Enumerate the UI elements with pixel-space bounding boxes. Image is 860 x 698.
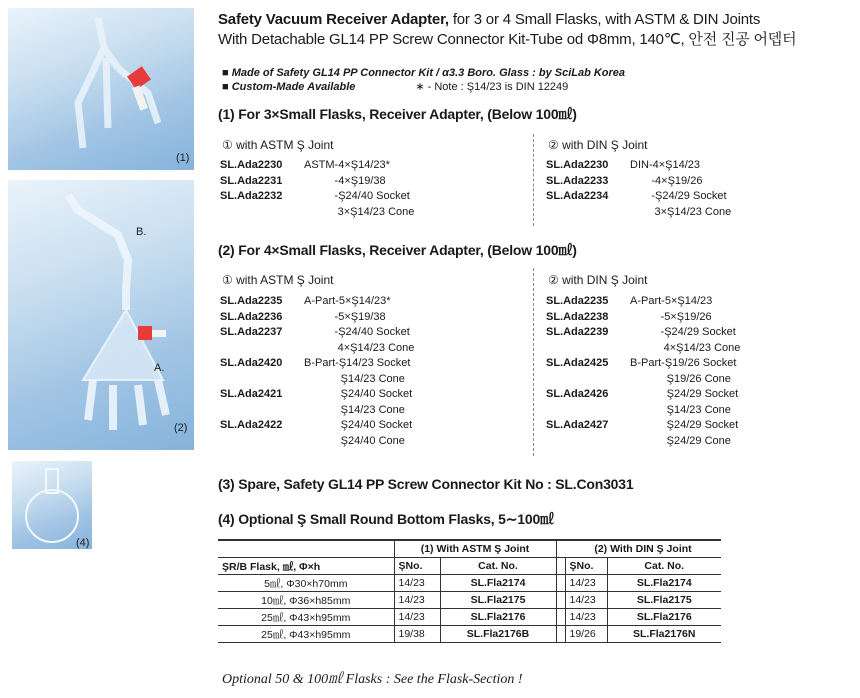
catalog-row — [546, 356, 740, 372]
product-photo-round-flask — [12, 461, 92, 549]
product-photo-3-flask-adapter — [8, 8, 194, 170]
catalog-row — [546, 434, 740, 450]
catalog-row — [220, 387, 414, 403]
catalog-row — [220, 434, 414, 450]
product-photo-4-flask-adapter — [8, 180, 194, 450]
catalog-desc: -5×Ş19/26 — [630, 310, 712, 323]
catalog-code: SL.Ada2233 — [546, 174, 609, 187]
catalog-code: SL.Ada2235 — [220, 295, 283, 307]
catalog-desc: 3×Ş14/23 Cone — [304, 205, 415, 218]
divider — [533, 268, 534, 456]
catalog-desc: -Ş24/29 Socket — [630, 190, 727, 202]
section1-din-head: ② with DIN Ş Joint — [548, 138, 648, 152]
section1-astm-list — [220, 158, 414, 220]
catalog-code: SL.Ada2421 — [220, 388, 283, 400]
flask-cell: 5㎖, Φ30×h70mm — [218, 575, 394, 592]
catalog-desc: A-Part-5×Ş14/23* — [304, 295, 391, 307]
section4-heading: (4) Optional Ş Small Round Bottom Flasks, 5∼100㎖ — [218, 511, 554, 527]
catalog-desc: -5×Ş19/38 — [304, 310, 386, 323]
catalog-desc: -4×Ş19/26 — [630, 174, 703, 187]
din-no-cell: 14/23 — [565, 575, 607, 592]
notes-block — [222, 66, 625, 94]
table-row — [218, 592, 721, 609]
section2-din-list — [546, 294, 740, 449]
astm-no-cell: 19/38 — [394, 626, 440, 643]
note-material: ■ Made of Safety GL14 PP Connector Kit / α3.3 Boro. Glass : by SciLab Korea — [222, 67, 626, 79]
col-flask: ŞR/B Flask, ㎖, Φ×h — [218, 558, 394, 575]
catalog-desc: A-Part-5×Ş14/23 — [630, 295, 713, 307]
adapter-illustration-2 — [8, 180, 194, 450]
section2-astm-list — [220, 294, 414, 449]
note-custom: ■ Custom-Made Available — [222, 81, 356, 93]
table-row — [218, 626, 721, 643]
section1-astm-head: ① with ASTM Ş Joint — [222, 138, 334, 152]
din-cat-cell: SL.Fla2174 — [607, 575, 721, 592]
catalog-row — [546, 403, 740, 419]
adapter-illustration — [8, 8, 194, 170]
photo-caption-4: (4) — [76, 537, 90, 549]
section2-heading: (2) For 4×Small Flasks, Receiver Adapter, (Below 100㎖) — [218, 242, 577, 258]
catalog-row — [546, 310, 740, 326]
catalog-code: SL.Ada2230 — [220, 159, 283, 171]
astm-cat-cell: SL.Fla2176 — [440, 609, 556, 626]
catalog-desc: Ş14/23 Cone — [304, 403, 405, 416]
catalog-row — [546, 174, 731, 190]
catalog-desc: ASTM-4×Ş14/23* — [304, 159, 390, 171]
section3-heading: (3) Spare, Safety GL14 PP Screw Connector Kit No : SL.Con3031 — [218, 476, 634, 492]
catalog-row — [220, 418, 414, 434]
catalog-row — [546, 158, 731, 174]
catalog-row — [220, 310, 414, 326]
din-cat-cell: SL.Fla2175 — [607, 592, 721, 609]
din-no-cell: 14/23 — [565, 609, 607, 626]
photo-label-b: B. — [136, 226, 147, 238]
catalog-desc: B-Part-Ş14/23 Socket — [304, 357, 411, 369]
title-main: Safety Vacuum Receiver Adapter, — [218, 11, 449, 28]
catalog-desc: Ş24/29 Cone — [630, 434, 731, 447]
astm-cat-cell: SL.Fla2174 — [440, 575, 556, 592]
section1-heading: (1) For 3×Small Flasks, Receiver Adapter, (Below 100㎖) — [218, 106, 577, 122]
catalog-code: SL.Ada2232 — [220, 190, 283, 202]
col-din-no: ŞNo. — [565, 558, 607, 575]
catalog-code: SL.Ada2236 — [220, 310, 283, 323]
catalog-code: SL.Ada2427 — [546, 419, 609, 431]
astm-cat-cell: SL.Fla2176B — [440, 626, 556, 643]
catalog-code: SL.Ada2234 — [546, 190, 609, 202]
catalog-desc: Ş24/29 Socket — [630, 419, 739, 431]
table-row — [218, 575, 721, 592]
spacer-cell — [556, 575, 565, 592]
catalog-row — [220, 325, 414, 341]
catalog-row — [546, 372, 740, 388]
col-astm-cat: Cat. No. — [440, 558, 556, 575]
astm-no-cell: 14/23 — [394, 575, 440, 592]
catalog-desc: 3×Ş14/23 Cone — [630, 205, 732, 218]
catalog-row — [546, 189, 731, 205]
catalog-row — [220, 341, 414, 357]
astm-no-cell: 14/23 — [394, 609, 440, 626]
title-rest: for 3 or 4 Small Flasks, with ASTM & DIN Joints — [448, 11, 761, 28]
catalog-desc: Ş24/40 Cone — [304, 434, 405, 447]
photo-caption-1: (1) — [176, 152, 190, 164]
catalog-row — [220, 356, 414, 372]
page-title — [218, 10, 796, 50]
din-no-cell: 14/23 — [565, 592, 607, 609]
catalog-desc: Ş24/29 Socket — [630, 388, 739, 400]
catalog-row — [220, 372, 414, 388]
catalog-row — [220, 294, 414, 310]
astm-cat-cell: SL.Fla2175 — [440, 592, 556, 609]
catalog-row — [546, 325, 740, 341]
flask-table — [218, 539, 721, 643]
col-din-cat: Cat. No. — [607, 558, 721, 575]
catalog-code: SL.Ada2230 — [546, 159, 609, 171]
flask-illustration — [12, 461, 92, 549]
section1-din-list — [546, 158, 731, 220]
catalog-desc: -4×Ş19/38 — [304, 174, 386, 187]
catalog-code: SL.Ada2231 — [220, 174, 283, 187]
footer-note: Optional 50 & 100㎖ Flasks : See the Flask-Section ! — [222, 672, 523, 687]
spacer-cell — [556, 626, 565, 643]
catalog-code: SL.Ada2238 — [546, 310, 609, 323]
catalog-row — [220, 205, 414, 221]
photo-caption-2: (2) — [174, 422, 188, 434]
catalog-code: SL.Ada2420 — [220, 357, 283, 369]
catalog-code: SL.Ada2235 — [546, 295, 609, 307]
catalog-desc: Ş24/40 Socket — [304, 419, 413, 431]
catalog-desc: -Ş24/40 Socket — [304, 190, 410, 202]
photo-label-a: A. — [154, 362, 165, 374]
catalog-code: SL.Ada2239 — [546, 326, 609, 338]
table-row — [218, 609, 721, 626]
catalog-code: SL.Ada2237 — [220, 326, 283, 338]
spacer-cell — [556, 609, 565, 626]
catalog-code: SL.Ada2422 — [220, 419, 283, 431]
catalog-row — [546, 418, 740, 434]
divider — [533, 134, 534, 226]
catalog-desc: 4×Ş14/23 Cone — [630, 341, 741, 354]
catalog-desc: B-Part-Ş19/26 Socket — [630, 357, 737, 369]
section2-din-head: ② with DIN Ş Joint — [548, 273, 648, 287]
group-din: (2) With DIN Ş Joint — [565, 540, 721, 558]
title-line2: With Detachable GL14 PP Screw Connector Kit-Tube od Φ8mm, 140℃, 안전 진공 어뎁터 — [218, 31, 797, 48]
catalog-desc: -Ş24/29 Socket — [630, 326, 736, 338]
flask-cell: 10㎖, Φ36×h85mm — [218, 592, 394, 609]
catalog-code: SL.Ada2425 — [546, 357, 609, 369]
group-astm: (1) With ASTM Ş Joint — [394, 540, 556, 558]
note-din: ∗ - Note : Ş14/23 is DIN 12249 — [415, 81, 569, 93]
section2-astm-head: ① with ASTM Ş Joint — [222, 273, 334, 287]
catalog-desc: Ş19/26 Cone — [630, 372, 731, 385]
din-cat-cell: SL.Fla2176N — [607, 626, 721, 643]
catalog-desc: Ş14/23 Cone — [304, 372, 405, 385]
din-no-cell: 19/26 — [565, 626, 607, 643]
catalog-desc: DIN-4×Ş14/23 — [630, 159, 701, 171]
catalog-row — [546, 341, 740, 357]
catalog-desc: Ş14/23 Cone — [630, 403, 731, 416]
catalog-code: SL.Ada2426 — [546, 388, 609, 400]
flask-cell: 25㎖, Φ43×h95mm — [218, 626, 394, 643]
catalog-desc: Ş24/40 Socket — [304, 388, 413, 400]
catalog-row — [220, 403, 414, 419]
catalog-row — [220, 174, 414, 190]
catalog-desc: 4×Ş14/23 Cone — [304, 341, 415, 354]
catalog-row — [546, 205, 731, 221]
catalog-row — [546, 387, 740, 403]
spacer-cell — [556, 592, 565, 609]
catalog-row — [546, 294, 740, 310]
astm-no-cell: 14/23 — [394, 592, 440, 609]
flask-cell: 25㎖, Φ43×h95mm — [218, 609, 394, 626]
col-astm-no: ŞNo. — [394, 558, 440, 575]
catalog-row — [220, 189, 414, 205]
catalog-desc: -Ş24/40 Socket — [304, 326, 410, 338]
catalog-row — [220, 158, 414, 174]
din-cat-cell: SL.Fla2176 — [607, 609, 721, 626]
